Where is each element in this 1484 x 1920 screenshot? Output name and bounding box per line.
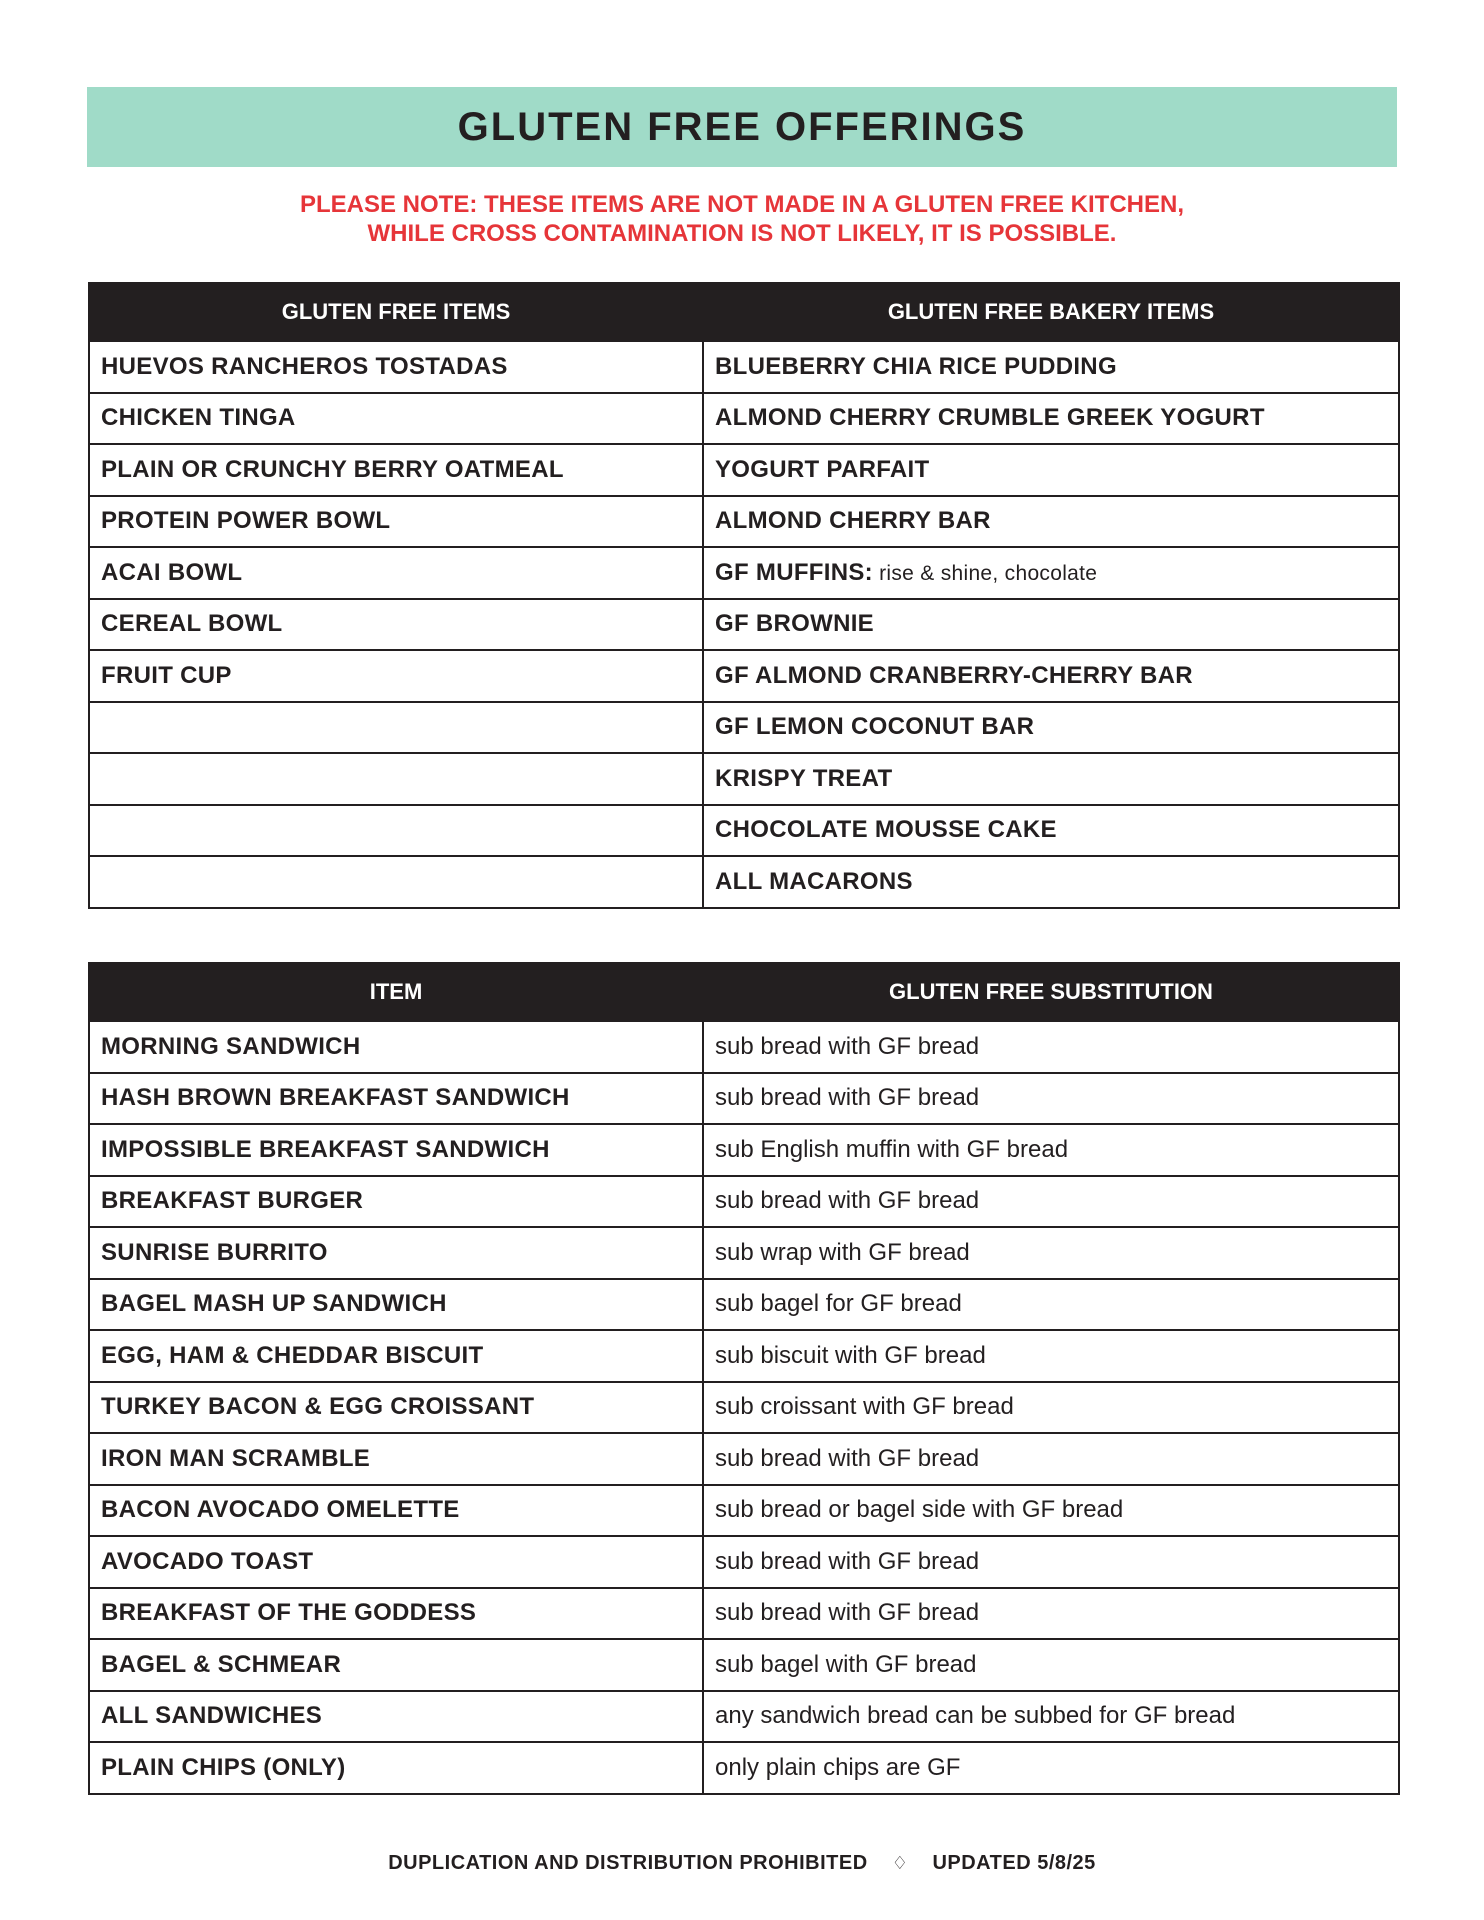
- table-row: [89, 1279, 1399, 1331]
- table-row: [89, 1536, 1399, 1588]
- substitution-text: sub bread with GF bread: [703, 1176, 1399, 1228]
- substitution-text: sub bread with GF bread: [703, 1021, 1399, 1073]
- footer: [87, 1852, 1397, 1875]
- page-title: GLUTEN FREE OFFERINGS: [457, 104, 1027, 149]
- gluten-free-item: CEREAL BOWL: [89, 599, 703, 651]
- bakery-item-cell: [703, 547, 1399, 599]
- bakery-item: KRISPY TREAT: [715, 764, 893, 792]
- gluten-free-item: [89, 702, 703, 754]
- bakery-item-cell: [703, 393, 1399, 445]
- table-row: [89, 650, 1399, 702]
- table-row: [89, 702, 1399, 754]
- bakery-item-cell: [703, 650, 1399, 702]
- gluten-free-item: [89, 856, 703, 908]
- gluten-free-item: [89, 805, 703, 857]
- table-header-row: [89, 283, 1399, 341]
- column-header: GLUTEN FREE BAKERY ITEMS: [703, 283, 1399, 341]
- substitution-text: sub bread or bagel side with GF bread: [703, 1485, 1399, 1537]
- table-row: [89, 1485, 1399, 1537]
- gluten-free-item: CHICKEN TINGA: [89, 393, 703, 445]
- gluten-free-item: PLAIN OR CRUNCHY BERRY OATMEAL: [89, 444, 703, 496]
- bakery-item: GF MUFFINS:: [715, 558, 873, 586]
- substitution-text: sub bread with GF bread: [703, 1073, 1399, 1125]
- bakery-item: BLUEBERRY CHIA RICE PUDDING: [715, 352, 1117, 380]
- table-row: [89, 1382, 1399, 1434]
- substitution-text: sub bread with GF bread: [703, 1433, 1399, 1485]
- substitution-text: sub bagel with GF bread: [703, 1639, 1399, 1691]
- table-row: [89, 1021, 1399, 1073]
- menu-item: BAGEL MASH UP SANDWICH: [89, 1279, 703, 1331]
- table-row: [89, 1176, 1399, 1228]
- menu-item: BAGEL & SCHMEAR: [89, 1639, 703, 1691]
- diamond-icon: ♢: [891, 1853, 909, 1873]
- substitution-text: any sandwich bread can be subbed for GF bread: [703, 1691, 1399, 1743]
- table-row: [89, 1639, 1399, 1691]
- gluten-free-item: FRUIT CUP: [89, 650, 703, 702]
- table-row: [89, 599, 1399, 651]
- gluten-free-item: PROTEIN POWER BOWL: [89, 496, 703, 548]
- bakery-item: CHOCOLATE MOUSSE CAKE: [715, 816, 1057, 844]
- bakery-item-cell: [703, 702, 1399, 754]
- footer-disclaimer: DUPLICATION AND DISTRIBUTION PROHIBITED: [388, 1852, 868, 1874]
- table-row: [89, 753, 1399, 805]
- table-row: [89, 805, 1399, 857]
- column-header: GLUTEN FREE SUBSTITUTION: [703, 963, 1399, 1021]
- bakery-item-cell: [703, 341, 1399, 393]
- bakery-item: GF BROWNIE: [715, 610, 874, 638]
- menu-item: HASH BROWN BREAKFAST SANDWICH: [89, 1073, 703, 1125]
- substitution-text: sub wrap with GF bread: [703, 1227, 1399, 1279]
- menu-item: BREAKFAST BURGER: [89, 1176, 703, 1228]
- note-line-2: WHILE CROSS CONTAMINATION IS NOT LIKELY, IT IS POSSIBLE.: [367, 220, 1117, 247]
- table-row: [89, 1588, 1399, 1640]
- substitution-text: sub biscuit with GF bread: [703, 1330, 1399, 1382]
- note-line-1: PLEASE NOTE: THESE ITEMS ARE NOT MADE IN A GLUTEN FREE KITCHEN,: [299, 191, 1185, 218]
- gluten-free-items-table: [88, 282, 1400, 909]
- table-row: [89, 1330, 1399, 1382]
- column-header: GLUTEN FREE ITEMS: [89, 283, 703, 341]
- table-row: [89, 1433, 1399, 1485]
- gluten-free-item: HUEVOS RANCHEROS TOSTADAS: [89, 341, 703, 393]
- table-row: [89, 1227, 1399, 1279]
- table-row: [89, 1742, 1399, 1794]
- substitution-text: only plain chips are GF: [703, 1742, 1399, 1794]
- substitution-text: sub bread with GF bread: [703, 1536, 1399, 1588]
- table-row: [89, 547, 1399, 599]
- table-row: [89, 1073, 1399, 1125]
- bakery-item-cell: [703, 856, 1399, 908]
- substitution-table: [88, 962, 1400, 1795]
- table-row: [89, 496, 1399, 548]
- table-header-row: [89, 963, 1399, 1021]
- menu-item: SUNRISE BURRITO: [89, 1227, 703, 1279]
- menu-item: TURKEY BACON & EGG CROISSANT: [89, 1382, 703, 1434]
- menu-item: IMPOSSIBLE BREAKFAST SANDWICH: [89, 1124, 703, 1176]
- bakery-item: ALMOND CHERRY BAR: [715, 507, 991, 535]
- table-row: [89, 856, 1399, 908]
- allergen-note: [87, 190, 1397, 248]
- menu-item: ALL SANDWICHES: [89, 1691, 703, 1743]
- bakery-item-cell: [703, 444, 1399, 496]
- substitution-text: sub English muffin with GF bread: [703, 1124, 1399, 1176]
- gluten-free-item: ACAI BOWL: [89, 547, 703, 599]
- bakery-item-cell: [703, 805, 1399, 857]
- menu-item: MORNING SANDWICH: [89, 1021, 703, 1073]
- menu-item: IRON MAN SCRAMBLE: [89, 1433, 703, 1485]
- bakery-item-cell: [703, 753, 1399, 805]
- menu-item: BACON AVOCADO OMELETTE: [89, 1485, 703, 1537]
- bakery-item: GF LEMON COCONUT BAR: [715, 713, 1035, 741]
- table-row: [89, 444, 1399, 496]
- table-row: [89, 1124, 1399, 1176]
- column-header: ITEM: [89, 963, 703, 1021]
- footer-updated: UPDATED 5/8/25: [932, 1852, 1096, 1874]
- substitution-text: sub bagel for GF bread: [703, 1279, 1399, 1331]
- table-row: [89, 341, 1399, 393]
- bakery-item: ALMOND CHERRY CRUMBLE GREEK YOGURT: [715, 404, 1265, 432]
- bakery-item: YOGURT PARFAIT: [715, 455, 930, 483]
- bakery-item-cell: [703, 496, 1399, 548]
- substitution-text: sub bread with GF bread: [703, 1588, 1399, 1640]
- gluten-free-item: [89, 753, 703, 805]
- substitution-text: sub croissant with GF bread: [703, 1382, 1399, 1434]
- table-row: [89, 1691, 1399, 1743]
- bakery-item: ALL MACARONS: [715, 867, 913, 895]
- title-banner: [87, 87, 1397, 167]
- bakery-item-detail: rise & shine, chocolate: [872, 561, 1098, 585]
- bakery-item: GF ALMOND CRANBERRY-CHERRY BAR: [715, 661, 1193, 689]
- menu-item: EGG, HAM & CHEDDAR BISCUIT: [89, 1330, 703, 1382]
- menu-item: PLAIN CHIPS (ONLY): [89, 1742, 703, 1794]
- menu-item: AVOCADO TOAST: [89, 1536, 703, 1588]
- bakery-item-cell: [703, 599, 1399, 651]
- menu-item: BREAKFAST OF THE GODDESS: [89, 1588, 703, 1640]
- table-row: [89, 393, 1399, 445]
